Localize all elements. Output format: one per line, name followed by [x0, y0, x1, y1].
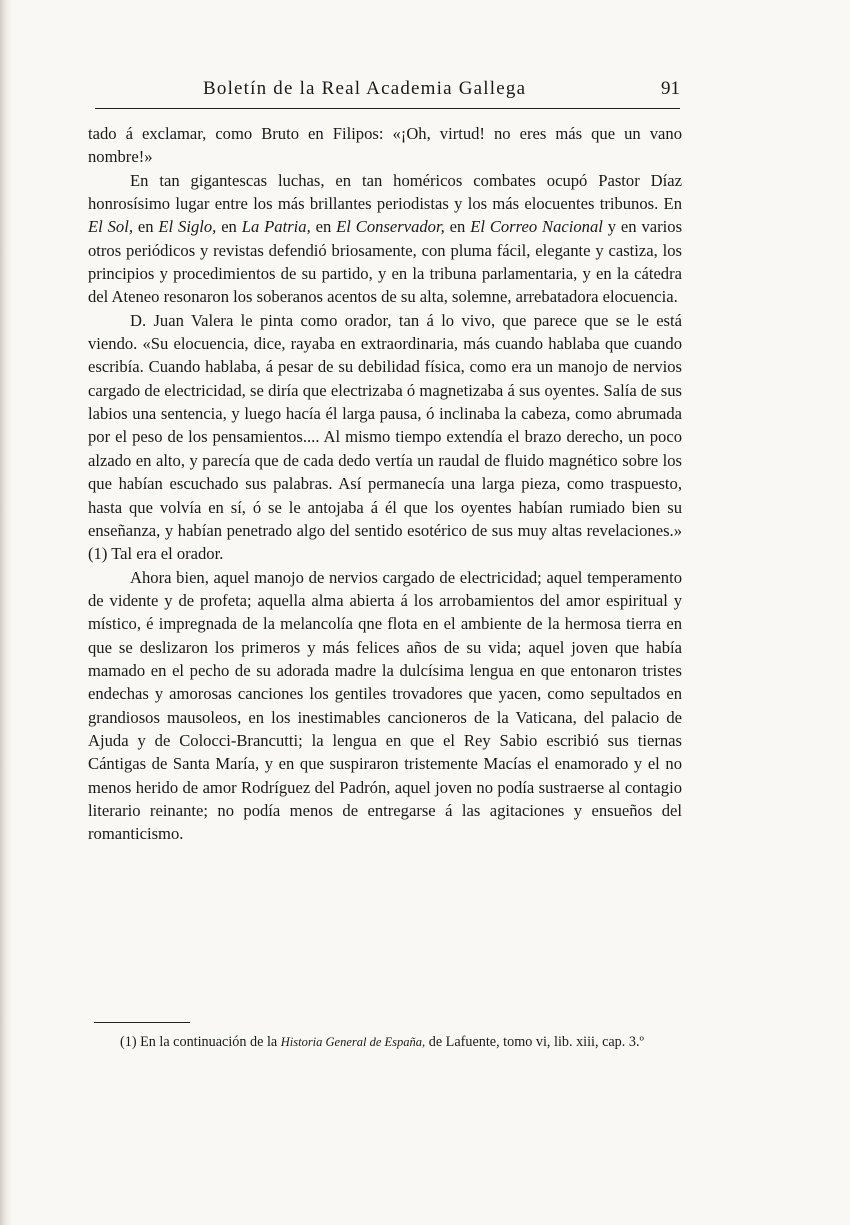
paragraph-2-run-3: en — [132, 217, 159, 237]
paragraph-2-run-5: en — [216, 217, 242, 237]
paragraph-2-run-7: en — [310, 217, 337, 237]
paragraph-1-run-1: tado á exclamar, como Bruto en Filipos: «¡Oh, virtud! no eres más que un vano nombre!» — [88, 124, 682, 167]
paragraph-2-run-10: El Correo Nacional — [470, 217, 603, 237]
body-text — [88, 122, 682, 846]
paragraph-1 — [88, 122, 682, 169]
footnote-run-2: Historia General de España, — [280, 1035, 426, 1049]
footnote-rule — [94, 1022, 190, 1023]
paragraph-2 — [88, 169, 682, 309]
paragraph-2-run-9: en — [444, 217, 471, 237]
footnote-run-1: (1) En la continuación de la — [120, 1034, 281, 1050]
paragraph-2-run-4: El Siglo, — [158, 217, 217, 237]
paragraph-2-run-6: La Patria, — [241, 217, 311, 237]
paragraph-2-run-1: En tan gigantescas luchas, en tan homéricos combates ocupó Pastor Díaz honrosísimo lugar entre los más brillantes periodistas y los más elocuentes tribunos. En — [88, 170, 682, 214]
journal-title: Boletín de la Real Academia Gallega — [203, 78, 527, 99]
scan-edge — [0, 0, 12, 1225]
paragraph-2-run-8: El Conservador, — [336, 217, 445, 237]
footnote — [88, 1032, 682, 1053]
paragraph-3-run-1: D. Juan Valera le pinta como orador, tan á lo vivo, que parece que se le está viendo. «Su elocuencia, dice, rayaba en extraordinaria, más cuando hablaba que cuando escribía. Cuando hablaba, á pesar de su debilidad física, como era un manojo de nervios cargado de electricidad, se diría que electrizaba ó magnetizaba á sus oyentes. Salía de sus labios una sentencia, y luego hacía él larga pausa, ó inclinaba la cabeza, como abrumada por el peso de los pensamientos.... Al mismo tiempo extendía el brazo derecho, un poco alzado en alto, y parecía que de cada dedo vertía un raudal de fluido magnético sobre los que habían escuchado sus palabras. Así permanecía una larga pieza, como traspuesto, hasta que volvía en sí, ó se le antojaba á él que los oyentes habían rumiado bien su enseñanza, y habían penetrado algo del sentido esotérico de sus muy altas revelaciones.» (1) Tal era el orador. — [88, 310, 682, 564]
paragraph-4 — [88, 566, 682, 846]
paragraph-3 — [88, 309, 682, 566]
page-number: 91 — [661, 78, 680, 99]
paragraph-2-run-2: El Sol, — [88, 217, 133, 237]
paragraph-4-run-1: Ahora bien, aquel manojo de nervios cargado de electricidad; aquel temperamento de vidente y de profeta; aquella alma abierta á los arrobamientos del amor espiritual y místico, é impregnada de la melancolía qne flota en el ambiente de la hermosa tierra en que se deslizaron los primeros y más felices años de su vida; aquel joven que había mamado en el pecho de su adorada madre la dulcísima lengua en que entonaron tristes endechas y amorosas canciones los gentiles trovadores que yacen, como sepultados en grandiosos mausoleos, en los inestimables cancioneros de la Vaticana, del palacio de Ajuda y de Colocci-Brancutti; la lengua en que el Rey Sabio escribió sus tiernas Cántigas de Santa María, y en que suspiraron tristemente Macías el enamorado y el no menos herido de amor Rodríguez del Padrón, aquel joven no podía sustraerse al contagio literario reinante; no podía menos de entregarse á las agitaciones y ensueños del romanticismo. — [88, 567, 682, 844]
running-header — [95, 74, 680, 109]
footnote-run-3: de Lafuente, tomo vi, lib. xiii, cap. 3.º — [425, 1034, 644, 1050]
paragraph-2-run-11: y en varios otros periódicos y revistas defendió briosamente, con pluma fácil, elegante y castiza, los principios y procedimientos de su partido, y en la tribuna parlamentaria, y en la cátedra del Ateneo resonaron los soberanos acentos de su alta, solemne, arrebatadora elocuencia. — [88, 217, 683, 307]
